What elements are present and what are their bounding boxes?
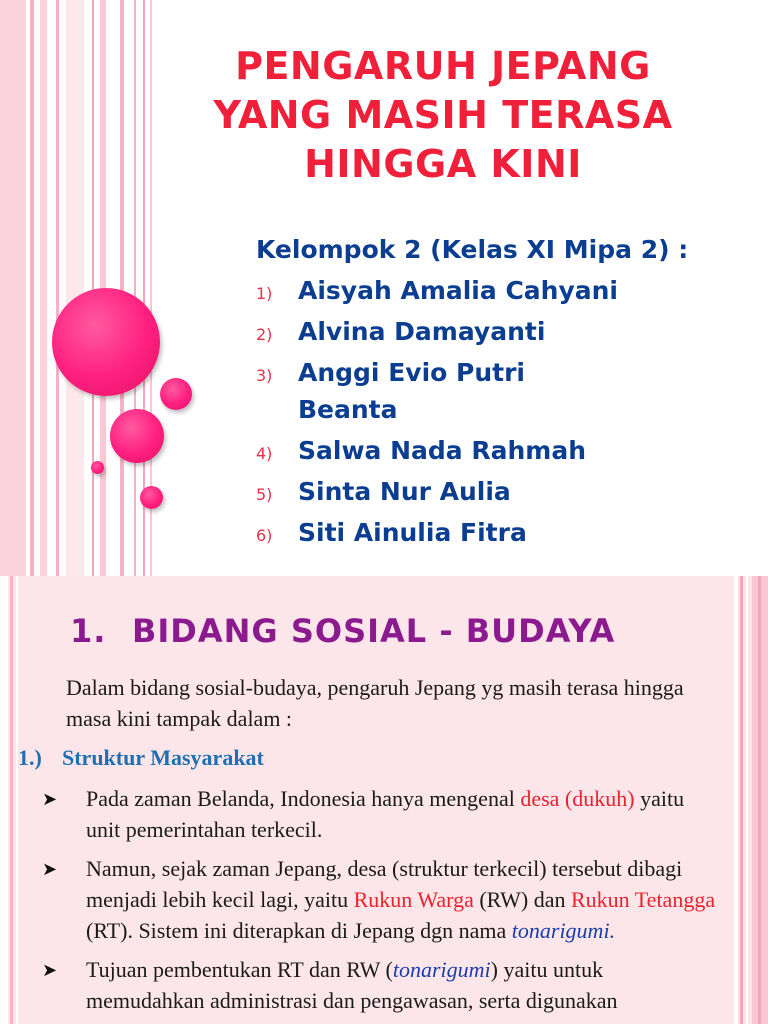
decor-stripe xyxy=(134,0,136,576)
list-number: 2) xyxy=(256,325,273,344)
decor-circle xyxy=(160,378,192,410)
highlight-term: desa (dukuh) xyxy=(520,786,635,811)
bullet-text: Namun, sejak zaman Jepang, desa (struktur terkecil) tersebut dibagi menjadi lebih kecil lagi, yaitu xyxy=(86,856,683,912)
decor-stripe xyxy=(0,0,26,576)
list-number: 4) xyxy=(256,444,273,463)
decor-stripe xyxy=(40,0,47,576)
decor-stripe xyxy=(740,576,743,1024)
bullet-text: . xyxy=(609,918,616,943)
bullet-text: Tujuan pembentukan RT dan RW ( xyxy=(86,957,393,982)
bullet-text: Pada zaman Belanda, Indonesia hanya mengenal xyxy=(86,786,521,811)
bullet-text: ) yaitu untuk memudahkan administrasi dan pengawasan, serta digunakan xyxy=(86,957,618,1013)
list-item xyxy=(256,272,736,309)
subheading xyxy=(18,742,716,773)
decor-stripe xyxy=(0,576,8,1024)
decor-circle xyxy=(110,409,164,463)
foreign-term: tonarigumi xyxy=(511,918,610,943)
member-name: Aisyah Amalia Cahyani xyxy=(298,276,618,305)
decor-circle xyxy=(140,486,163,509)
list-item xyxy=(256,514,736,551)
list-item xyxy=(256,473,736,510)
decor-stripe xyxy=(16,576,18,1024)
content-body xyxy=(18,672,716,1024)
section-number: 1. xyxy=(70,612,107,650)
decor-stripe xyxy=(30,0,34,576)
member-name: Anggi Evio Putri Beanta xyxy=(298,358,526,424)
list-number: 5) xyxy=(256,485,273,504)
subheading-number: 1.) xyxy=(18,745,42,770)
decor-stripe xyxy=(734,576,738,1024)
list-number: 1) xyxy=(256,284,273,303)
decor-stripe xyxy=(746,576,748,1024)
title-line: PENGARUH JEPANG xyxy=(235,44,651,88)
foreign-term: tonarigumi xyxy=(392,957,491,982)
decor-stripe xyxy=(66,0,84,576)
list-item xyxy=(42,853,716,946)
subheading-text: Struktur Masyarakat xyxy=(62,745,264,770)
list-number: 6) xyxy=(256,526,273,545)
member-name: Sinta Nur Aulia xyxy=(298,477,511,506)
member-list xyxy=(256,272,736,551)
list-item xyxy=(256,313,736,350)
bullet-text: yaitu unit pemerintahan terkecil. xyxy=(86,786,685,842)
arrow-right-icon: ➤ xyxy=(42,859,58,879)
member-name: Siti Ainulia Fitra xyxy=(298,518,527,547)
bullet-list xyxy=(42,783,716,1016)
highlight-term: Rukun Warga xyxy=(353,887,474,912)
decor-stripe xyxy=(10,576,13,1024)
decor-stripe xyxy=(56,0,59,576)
section-title xyxy=(70,612,615,650)
arrow-right-icon: ➤ xyxy=(42,789,58,809)
list-item xyxy=(256,432,736,469)
slide-content xyxy=(0,576,768,1024)
decor-circle xyxy=(91,461,104,474)
decor-stripe xyxy=(758,576,761,1024)
highlight-term: Rukun Tetangga xyxy=(571,887,716,912)
member-name: Salwa Nada Rahmah xyxy=(298,436,587,465)
arrow-right-icon: ➤ xyxy=(42,960,58,980)
list-item xyxy=(42,783,716,845)
decor-stripe xyxy=(92,0,94,576)
bullet-text: (RW) dan xyxy=(473,887,571,912)
title-line: HINGGA KINI xyxy=(304,142,582,186)
list-item xyxy=(256,354,598,428)
page-title xyxy=(180,42,706,189)
group-label: Kelompok 2 (Kelas XI Mipa 2) : xyxy=(256,235,689,264)
section-title-text: BIDANG SOSIAL - BUDAYA xyxy=(132,612,616,650)
list-number: 3) xyxy=(256,366,273,385)
title-line: YANG MASIH TERASA xyxy=(213,93,673,137)
member-section xyxy=(256,232,736,555)
member-name: Alvina Damayanti xyxy=(298,317,546,346)
bullet-text: (RT). Sistem ini diterapkan di Jepang dgn nama xyxy=(86,918,512,943)
decor-circle xyxy=(52,288,160,396)
decor-stripe xyxy=(120,0,124,576)
intro-paragraph: Dalam bidang sosial-budaya, pengaruh Jepang yg masih terasa hingga masa kini tampak dalam : xyxy=(66,675,684,731)
list-item xyxy=(42,954,716,1016)
